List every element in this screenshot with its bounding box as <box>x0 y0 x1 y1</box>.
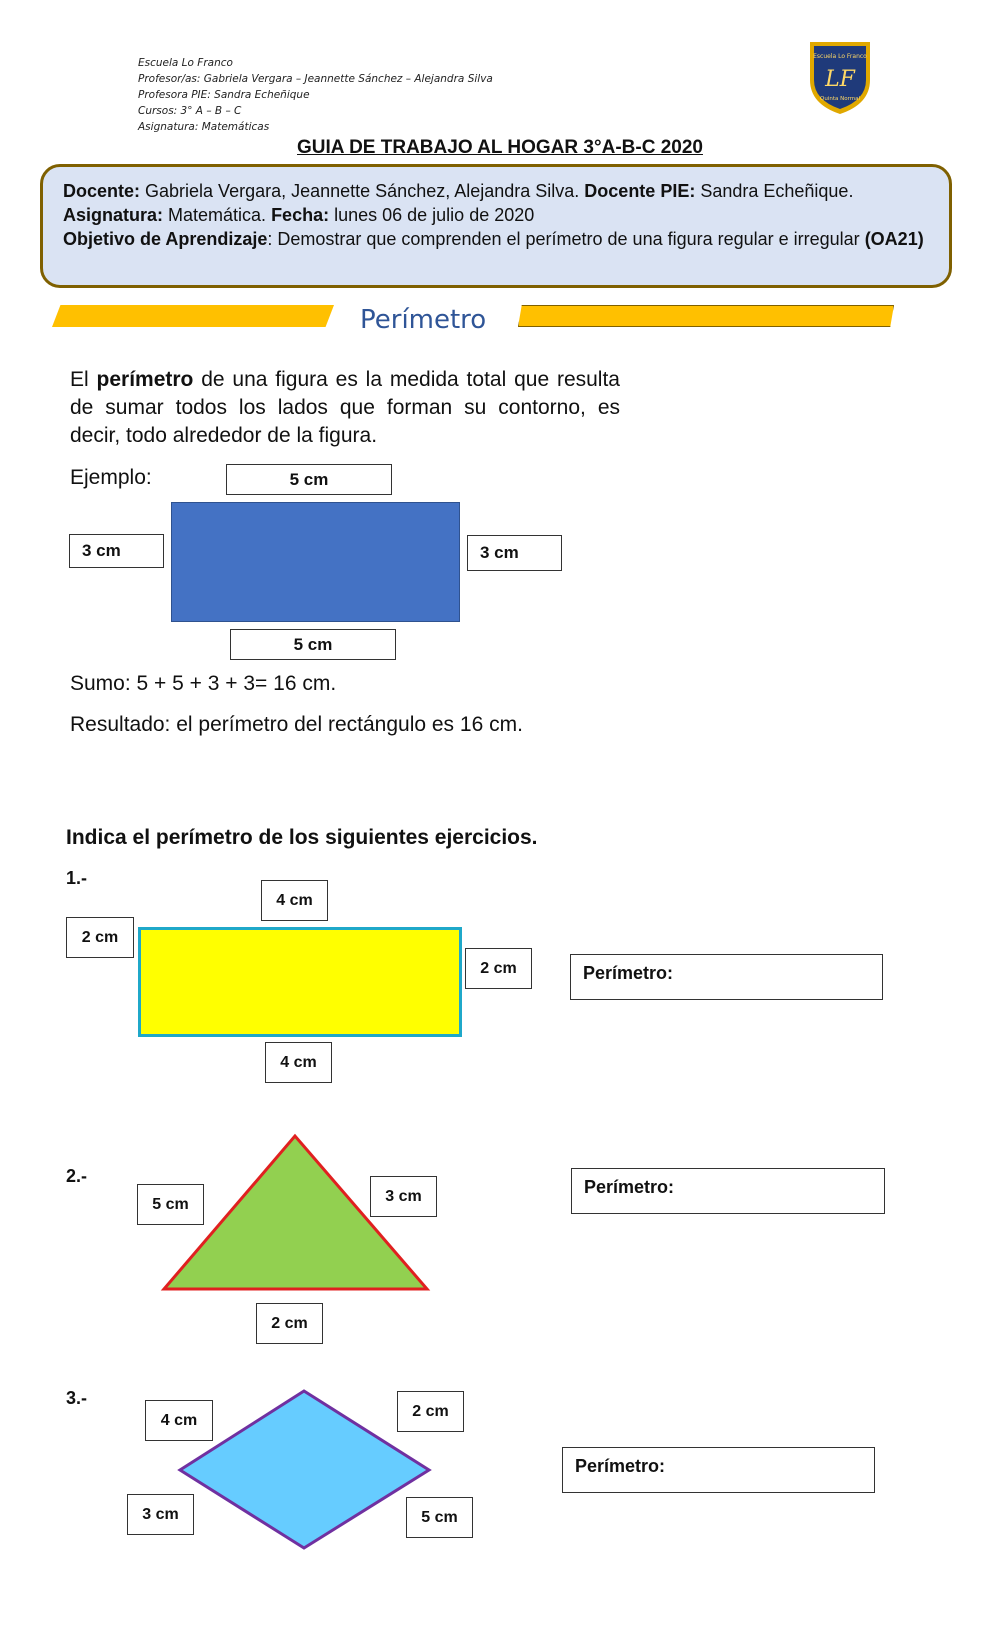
exercise-3-answer-box[interactable]: Perímetro: <box>562 1447 875 1493</box>
exercises-title: Indica el perímetro de los siguientes ejercicios. <box>66 826 538 849</box>
example-top-label: 5 cm <box>226 464 392 495</box>
example-left-label: 3 cm <box>69 534 164 568</box>
definition-pre: El <box>70 368 97 391</box>
exercise-1-right-label: 2 cm <box>465 948 532 989</box>
exercise-3-bottom-left-label: 3 cm <box>127 1494 194 1535</box>
definition-post: de una figura es la medida total que resulta de sumar todos los lados que forman su contorno, es decir, todo alrededor de la figura. <box>70 368 620 447</box>
teachers-line: Profesor/as: Gabriela Vergara – Jeannette Sánchez – Alejandra Silva <box>138 73 493 85</box>
exercise-1-left-label: 2 cm <box>66 917 134 958</box>
exercise-3-bottom-right-label: 5 cm <box>406 1497 473 1538</box>
asignatura-value: Matemática. <box>163 205 272 225</box>
exercise-3-top-left-label: 4 cm <box>145 1400 213 1441</box>
page-title: GUIA DE TRABAJO AL HOGAR 3°A-B-C 2020 <box>297 137 703 158</box>
example-bottom-label: 5 cm <box>230 629 396 660</box>
exercise-3-rhombus <box>180 1391 429 1548</box>
school-name: Escuela Lo Franco <box>138 57 233 69</box>
exercise-2-right-label: 3 cm <box>370 1176 437 1217</box>
exercise-2-bottom-label: 2 cm <box>256 1303 323 1344</box>
pie-value: Sandra Echeñique. <box>695 181 854 201</box>
objetivo-label: Objetivo de Aprendizaje <box>63 229 268 249</box>
exercise-3-top-right-label: 2 cm <box>397 1391 464 1432</box>
logo-bottom-text: Quinta Normal <box>819 96 861 102</box>
logo-top-text: Escuela Lo Franco <box>813 53 867 60</box>
exercise-1-bottom-label: 4 cm <box>265 1042 332 1083</box>
exercise-1-number: 1.- <box>66 868 88 888</box>
example-result: Resultado: el perímetro del rectángulo es 16 cm. <box>70 713 523 736</box>
exercise-3-number: 3.- <box>66 1388 88 1408</box>
oa-code: (OA21) <box>864 229 924 249</box>
exercise-2-answer-box[interactable]: Perímetro: <box>571 1168 885 1214</box>
exercise-2-number: 2.- <box>66 1166 88 1186</box>
pie-label: Docente PIE: <box>584 181 696 201</box>
definition-bold: perímetro <box>96 368 194 391</box>
asignatura-label: Asignatura: <box>63 205 164 225</box>
example-sum: Sumo: 5 + 5 + 3 + 3= 16 cm. <box>70 672 337 695</box>
example-label: Ejemplo: <box>70 466 152 489</box>
section-heading: Perímetro <box>360 305 487 335</box>
courses-line: Cursos: 3° A – B – C <box>138 105 242 117</box>
subject-line: Asignatura: Matemáticas <box>138 121 270 133</box>
fecha-value: lunes 06 de julio de 2020 <box>329 205 535 225</box>
exercise-2-left-label: 5 cm <box>137 1184 204 1225</box>
logo-initials: LF <box>825 67 855 92</box>
exercise-1-answer-box[interactable]: Perímetro: <box>570 954 883 1000</box>
docente-value: Gabriela Vergara, Jeannette Sánchez, Alejandra Silva. <box>140 181 585 201</box>
exercise-1-top-label: 4 cm <box>261 880 328 921</box>
example-right-label: 3 cm <box>467 535 562 571</box>
docente-label: Docente: <box>63 181 141 201</box>
pie-teacher-line: Profesora PIE: Sandra Echeñique <box>138 89 310 101</box>
fecha-label: Fecha: <box>271 205 330 225</box>
objetivo-value: : Demostrar que comprenden el perímetro de una figura regular e irregular <box>267 229 865 249</box>
